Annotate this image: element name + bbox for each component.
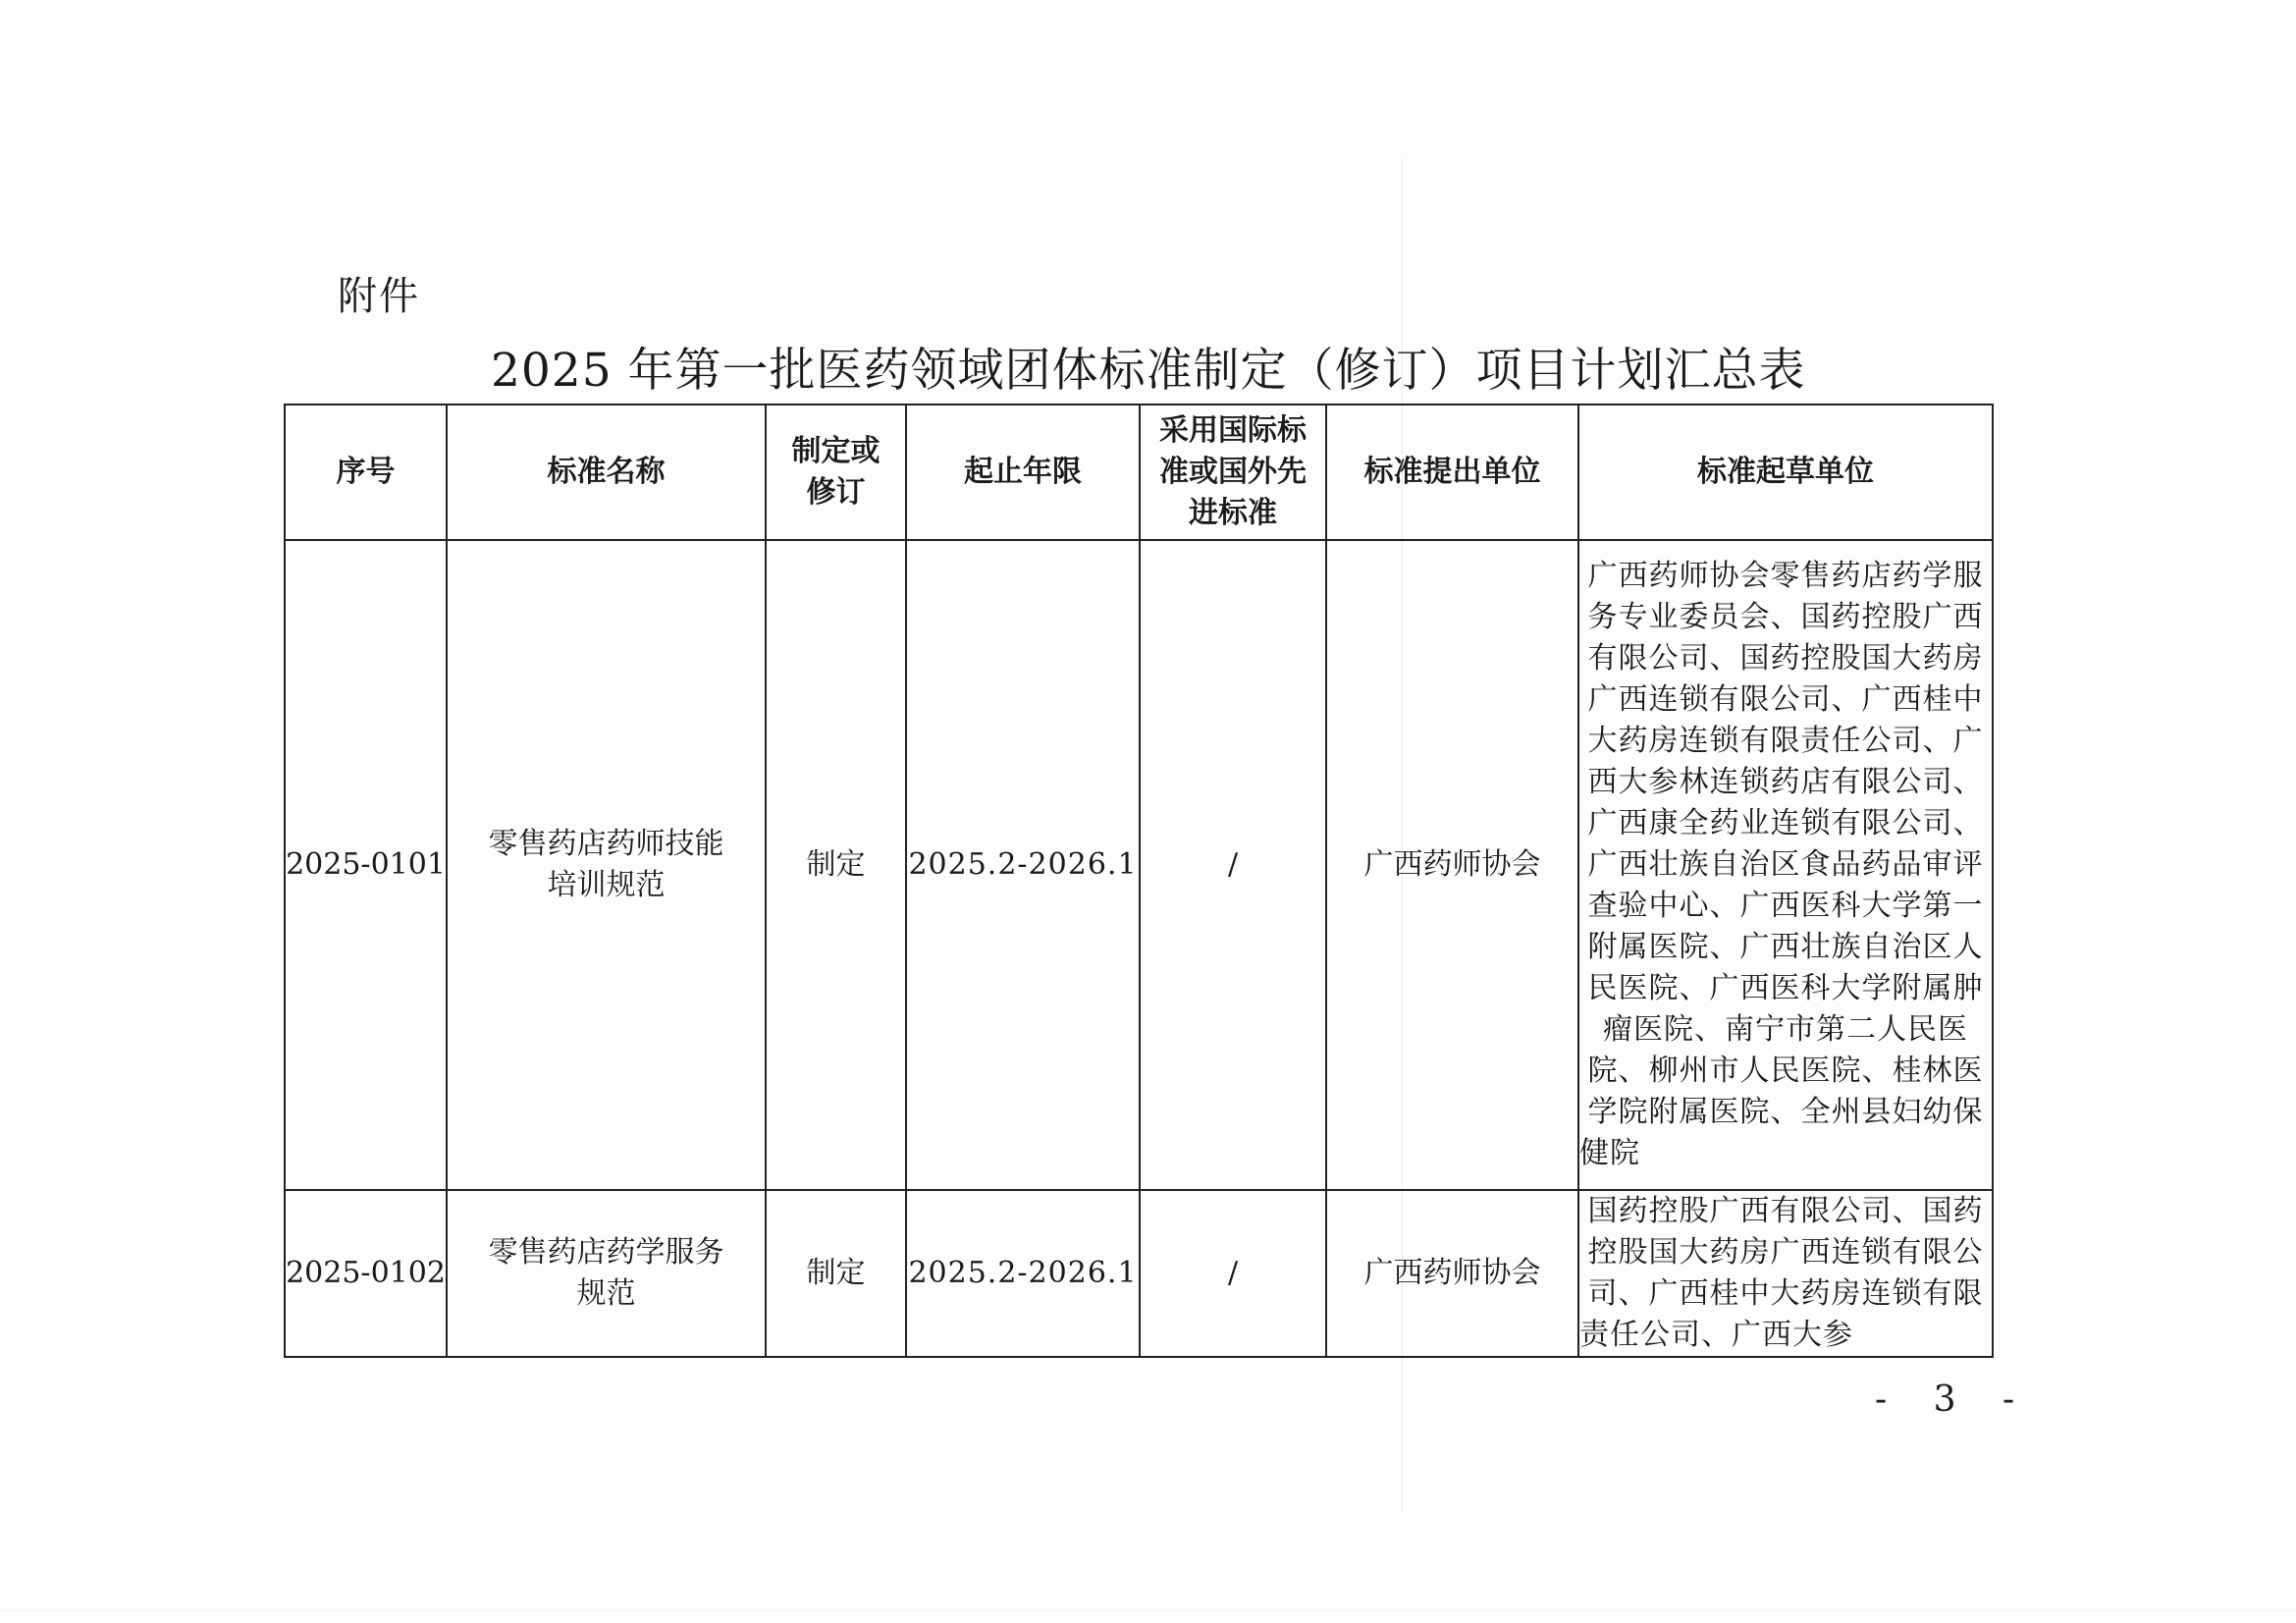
header-period: 起止年限 [906,405,1140,540]
table-row [285,1190,1993,1357]
cell-adopt: / [1140,1190,1326,1357]
cell-proposer: 广西药师协会 [1326,1190,1578,1357]
cell-proposer: 广西药师协会 [1326,540,1578,1190]
header-seq: 序号 [285,405,447,540]
cell-type: 制定 [766,540,906,1190]
cell-seq: 2025-0101 [285,540,447,1190]
cell-type: 制定 [766,1190,906,1357]
table-row [285,540,1993,1190]
attachment-label: 附件 [338,274,420,319]
cell-seq: 2025-0102 [285,1190,447,1357]
header-name: 标准名称 [447,405,766,540]
cell-period: 2025.2-2026.1 [906,540,1140,1190]
cell-drafter: 国药控股广西有限公司、国药控股国大药房广西连锁有限公司、广西桂中大药房连锁有限责任公司、广西大参 [1578,1190,1993,1357]
header-type [766,405,906,540]
cell-adopt: / [1140,540,1326,1190]
header-drafter: 标准起草单位 [1578,405,1993,540]
cell-name [447,540,766,1190]
header-type-text: 制定或修订 [791,434,881,510]
cell-name-text: 零售药店药学服务规范 [488,1235,724,1311]
cell-name-text: 零售药店药师技能培训规范 [488,827,724,902]
header-adopt [1140,405,1326,540]
scan-edge-line [0,1610,2296,1611]
header-proposer: 标准提出单位 [1326,405,1578,540]
header-adopt-text: 采用国际标准或国外先进标准 [1159,413,1307,530]
page-number: - 3 - [1875,1380,2033,1420]
cell-drafter: 广西药师协会零售药店药学服务专业委员会、国药控股广西有限公司、国药控股国大药房广西连锁有限公司、广西桂中大药房连锁有限责任公司、广西大参林连锁药店有限公司、广西康全药业连锁有限公司、广西壮族自治区食品药品审评查验中心、广西医科大学第一附属医院、广西壮族自治区人民医院、广西医科大学附属肿瘤医院、南宁市第二人民医院、柳州市人民医院、桂林医学院附属医院、全州县妇幼保健院 [1578,540,1993,1190]
document-title: 2025 年第一批医药领域团体标准制定（修订）项目计划汇总表 [491,344,1806,398]
table-header-row [285,405,1993,540]
standards-plan-table [284,404,1994,1358]
cell-name [447,1190,766,1357]
cell-period: 2025.2-2026.1 [906,1190,1140,1357]
